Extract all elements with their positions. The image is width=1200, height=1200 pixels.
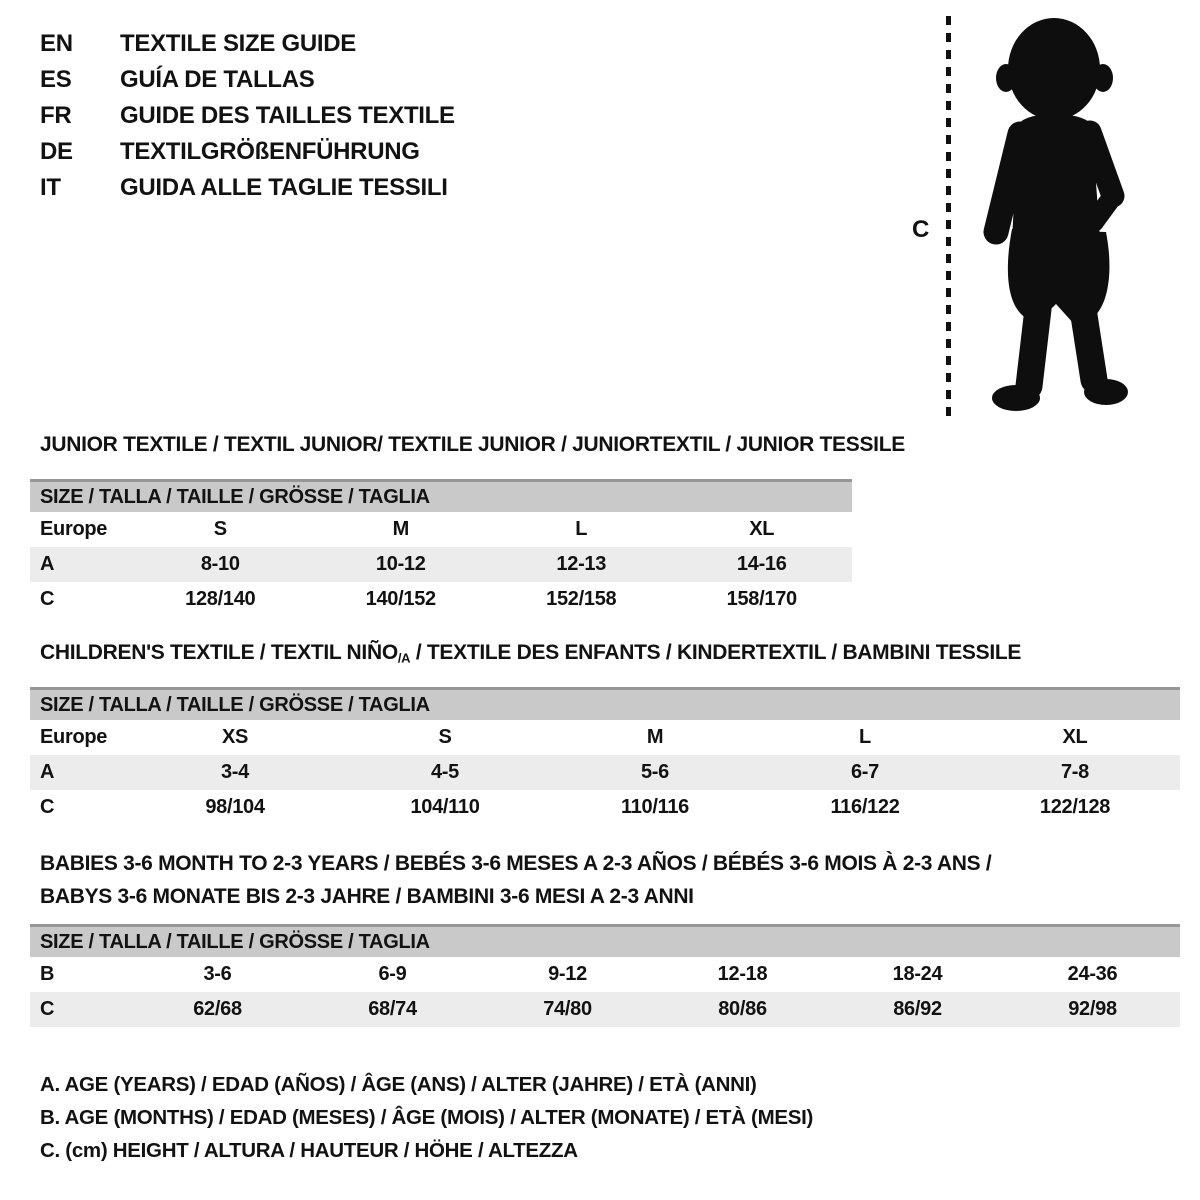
language-code: ES <box>40 66 72 93</box>
babies-title-line2: BABYS 3-6 MONATE BIS 2-3 JAHRE / BAMBINI 3-6 MESI A 2-3 ANNI <box>40 885 694 908</box>
junior-section-title: JUNIOR TEXTILE / TEXTIL JUNIOR/ TEXTILE JUNIOR / JUNIORTEXTIL / JUNIOR TESSILE <box>40 433 905 456</box>
legend-line-a: A. AGE (YEARS) / EDAD (AÑOS) / ÂGE (ANS) / ALTER (JAHRE) / ETÀ (ANNI) <box>40 1073 757 1096</box>
row-label: C <box>30 992 130 1027</box>
table-row <box>30 582 852 617</box>
size-cell: 152/158 <box>546 588 617 610</box>
table-row <box>30 755 1180 790</box>
size-cell: 5-6 <box>550 755 760 790</box>
language-code: DE <box>40 138 73 165</box>
size-cell: 14-16 <box>672 547 853 582</box>
size-cell: 80/86 <box>655 992 830 1027</box>
size-cell: M <box>646 726 664 748</box>
table-row <box>30 790 1180 825</box>
language-code: EN <box>40 30 73 57</box>
table-row <box>30 957 1180 992</box>
row-label: C <box>40 796 55 818</box>
row-label: C <box>40 588 55 610</box>
size-cell: 10-12 <box>311 547 492 582</box>
size-cell: S <box>438 726 452 748</box>
row-label: B <box>40 963 55 985</box>
toddler-silhouette-icon <box>966 14 1146 424</box>
size-cell: XS <box>221 726 249 748</box>
size-header-cell: SIZE / TALLA / TAILLE / GRÖSSE / TAGLIA <box>30 926 1180 958</box>
size-cell: M <box>392 518 409 540</box>
size-cell: 18-24 <box>892 963 943 985</box>
row-label: Europe <box>40 518 108 540</box>
size-cell: 8-10 <box>130 547 311 582</box>
size-cell: 6-7 <box>760 755 970 790</box>
junior-size-table <box>30 479 852 617</box>
row-label: A <box>30 755 130 790</box>
size-cell: 110/116 <box>621 796 689 818</box>
dashed-height-line <box>946 16 951 416</box>
language-row-fr <box>40 98 455 134</box>
size-cell: 7-8 <box>970 755 1180 790</box>
language-row-es <box>40 62 455 98</box>
size-header-cell: SIZE / TALLA / TAILLE / GRÖSSE / TAGLIA <box>30 689 1180 721</box>
children-title-pre: CHILDREN'S TEXTILE / TEXTIL NIÑO <box>40 641 398 664</box>
table-row <box>30 512 852 547</box>
language-row-de <box>40 134 455 170</box>
row-label: Europe <box>40 726 108 748</box>
size-cell: 24-36 <box>1067 963 1118 985</box>
size-cell: 140/152 <box>365 588 436 610</box>
size-cell: 4-5 <box>340 755 550 790</box>
children-title-sub: /A <box>397 650 411 666</box>
size-cell: 86/92 <box>830 992 1005 1027</box>
size-cell: XL <box>749 518 775 540</box>
guide-title-es: GUÍA DE TALLAS <box>120 66 315 93</box>
children-size-table <box>30 687 1180 825</box>
measure-c-label: C <box>912 216 930 243</box>
legend-line-b: B. AGE (MONTHS) / EDAD (MESES) / ÂGE (MOIS) / ALTER (MONATE) / ETÀ (MESI) <box>40 1106 814 1129</box>
language-row-it <box>40 170 455 206</box>
table-row <box>30 547 852 582</box>
size-cell: 12-18 <box>717 963 768 985</box>
size-cell: 3-4 <box>130 755 340 790</box>
size-cell: 128/140 <box>185 588 256 610</box>
height-measure-figure <box>900 0 1200 440</box>
size-header-cell: SIZE / TALLA / TAILLE / GRÖSSE / TAGLIA <box>30 481 852 513</box>
table-row <box>30 992 1180 1027</box>
size-cell: 6-9 <box>378 963 407 985</box>
babies-size-table <box>30 924 1180 1027</box>
row-label: A <box>30 547 130 582</box>
size-cell: L <box>859 726 871 748</box>
guide-title-fr: GUIDE DES TAILLES TEXTILE <box>120 102 455 129</box>
guide-title-de: TEXTILGRÖßENFÜHRUNG <box>120 138 420 165</box>
size-cell: 62/68 <box>130 992 305 1027</box>
babies-section-title <box>40 847 991 913</box>
language-code: IT <box>40 174 61 201</box>
children-section-title <box>40 641 1021 665</box>
size-cell: 9-12 <box>548 963 587 985</box>
size-cell: 12-13 <box>491 547 672 582</box>
size-cell: 3-6 <box>203 963 232 985</box>
guide-title-en: TEXTILE SIZE GUIDE <box>120 30 356 57</box>
legend <box>40 1068 813 1167</box>
size-cell: 92/98 <box>1005 992 1180 1027</box>
size-cell: L <box>575 518 588 540</box>
language-title-list <box>40 26 455 206</box>
legend-line-c: C. (cm) HEIGHT / ALTURA / HAUTEUR / HÖHE / ALTEZZA <box>40 1139 578 1162</box>
babies-title-line1: BABIES 3-6 MONTH TO 2-3 YEARS / BEBÉS 3-6 MESES A 2-3 AÑOS / BÉBÉS 3-6 MOIS À 2-3 ANS / <box>40 852 992 875</box>
size-cell: 122/128 <box>1039 796 1111 818</box>
size-cell: 68/74 <box>305 992 480 1027</box>
size-cell: 116/122 <box>830 796 900 818</box>
table-row <box>30 720 1180 755</box>
size-cell: 158/170 <box>726 588 797 610</box>
size-cell: 104/110 <box>410 796 480 818</box>
size-cell: S <box>213 518 227 540</box>
language-code: FR <box>40 102 72 129</box>
children-title-post: / TEXTILE DES ENFANTS / KINDERTEXTIL / BAMBINI TESSILE <box>410 641 1022 664</box>
guide-title-it: GUIDA ALLE TAGLIE TESSILI <box>120 174 448 201</box>
language-row-en <box>40 26 455 62</box>
size-cell: 74/80 <box>480 992 655 1027</box>
size-cell: XL <box>1062 726 1088 748</box>
size-cell: 98/104 <box>205 796 265 818</box>
